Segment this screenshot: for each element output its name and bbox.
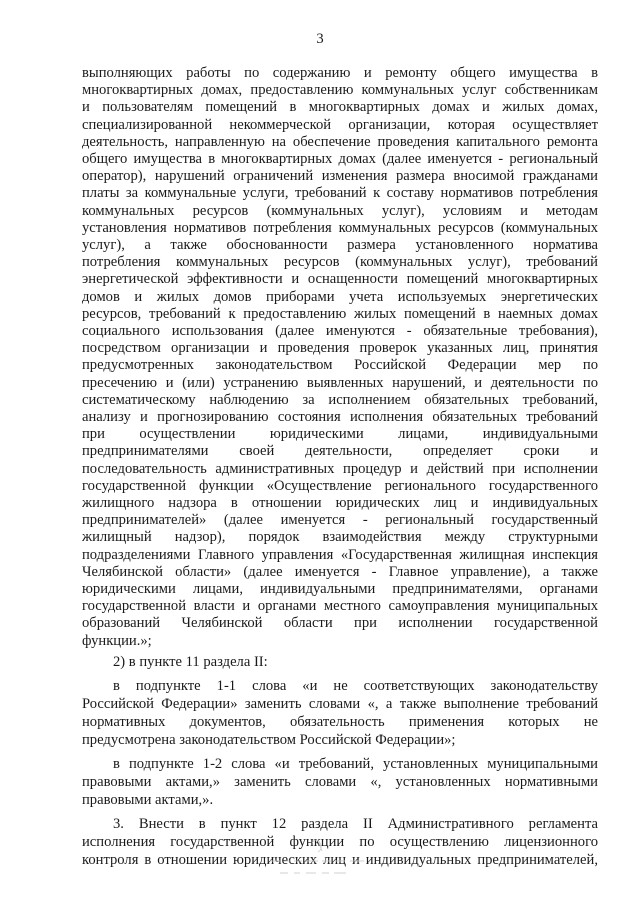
- text-line: предусмотрена законодательством Российской Федерации»;: [82, 732, 456, 748]
- text-line: анализу и прогнозированию состояния исполнения обязательных требований: [82, 409, 598, 425]
- text-line: и пользователям помещений в многоквартирных домах и жилых домах,: [82, 99, 598, 116]
- text-line: деятельность, направленную на обеспечение проведения капитального ремонта: [82, 133, 598, 150]
- text-line: общего имущества в многоквартирных домах (далее именуется - региональный: [82, 151, 598, 167]
- text-line: в подпункте 1-1 слова «и не соответствующих законодательству: [113, 678, 598, 694]
- text-line: функции.»;: [82, 632, 152, 649]
- page-number: 3: [316, 31, 324, 47]
- text-line: жилищного надзора в отношении юридических лиц и индивидуальных: [82, 495, 598, 511]
- text-line: образований Челябинской области при исполнении государственной: [82, 615, 598, 632]
- text-line: домов и жилых домов приборами учета используемых энергетических: [82, 288, 598, 305]
- text-line: правовыми актами,».: [82, 792, 214, 808]
- text-line: многоквартирных домах, предоставлению коммунальных услуг собственникам: [82, 82, 598, 99]
- text-line: услуг), а также обоснованности размера установленного норматива: [82, 237, 598, 253]
- text-line: контроля в отношении юридических лиц и индивидуальных предпринимателей,: [82, 852, 598, 868]
- text-line: предпринимателей» (далее именуется - региональный государственный: [82, 512, 598, 529]
- text-line: посредством организации и проведения проверок указанных лиц, принятия: [82, 340, 598, 357]
- text-line: нормативных документов, обязательность применения которых не: [82, 714, 598, 730]
- text-line: энергетической эффективности и оснащенности помещений многоквартирных: [82, 271, 598, 288]
- text-line: систематическому наблюдению за исполнением обязательных требований,: [82, 391, 598, 408]
- text-line: 3. Внести в пункт 12 раздела II Административного регламента: [113, 816, 598, 832]
- text-line: предусмотренных законодательством Российской Федерации мер по: [82, 357, 598, 374]
- text-line: в подпункте 1-2 слова «и требований, установленных муниципальными: [113, 756, 598, 772]
- text-line: специализированной некоммерческой организации, которая осуществляет: [82, 116, 598, 133]
- text-line: ресурсов, требований к предоставлению жилых помещений в наемных домах: [82, 305, 598, 322]
- text-line: исполнения государственной функции по осуществлению лицензионного: [82, 834, 598, 850]
- text-line: последовательность административных процедур и действий при исполнении: [82, 460, 598, 477]
- text-line: подразделениями Главного управления «Государственная жилищная инспекция: [82, 546, 598, 563]
- text-line: государственной власти и органами местного самоуправления муниципальных: [82, 598, 598, 615]
- text-line: жилищный надзор), порядок взаимодействия между структурными: [82, 529, 598, 546]
- stamp-mark: [250, 835, 390, 885]
- text-line: коммунальных ресурсов (коммунальных услуг), условиям и методам: [82, 202, 598, 219]
- text-line: Российской Федерации» заменить словами «, а также выполнение требований: [82, 696, 598, 712]
- text-line: при осуществлении юридическими лицами, индивидуальными: [82, 426, 598, 443]
- text-line: социального использования (далее именуются - обязательные требования),: [82, 323, 598, 339]
- text-line: юридическими лицами, индивидуальными предпринимателями, органами: [82, 581, 598, 597]
- text-line: оператор), нарушений ограничений изменения размера вносимой гражданами: [82, 168, 598, 185]
- text-line: установления нормативов потребления коммунальных ресурсов (коммунальных: [82, 219, 598, 236]
- text-line: Челябинской области» (далее именуется - Главное управление), а также: [82, 563, 598, 580]
- text-line: платы за коммунальные услуги, требований к составу нормативов потребления: [82, 185, 598, 202]
- text-line: выполняющих работы по содержанию и ремонту общего имущества в: [82, 65, 598, 81]
- text-line: правовыми актами,» заменить словами «, установленных нормативными: [82, 774, 598, 790]
- text-line: потребления коммунальных ресурсов (коммунальных услуг), требований: [82, 254, 598, 271]
- text-line: 2) в пункте 11 раздела II:: [113, 654, 268, 670]
- text-line: предпринимателями своей деятельности, определяет сроки и: [82, 443, 598, 460]
- text-line: государственной функции «Осуществление регионального государственного: [82, 477, 598, 494]
- text-line: пресечению и (или) устранению выявленных нарушений, и деятельности по: [82, 374, 598, 391]
